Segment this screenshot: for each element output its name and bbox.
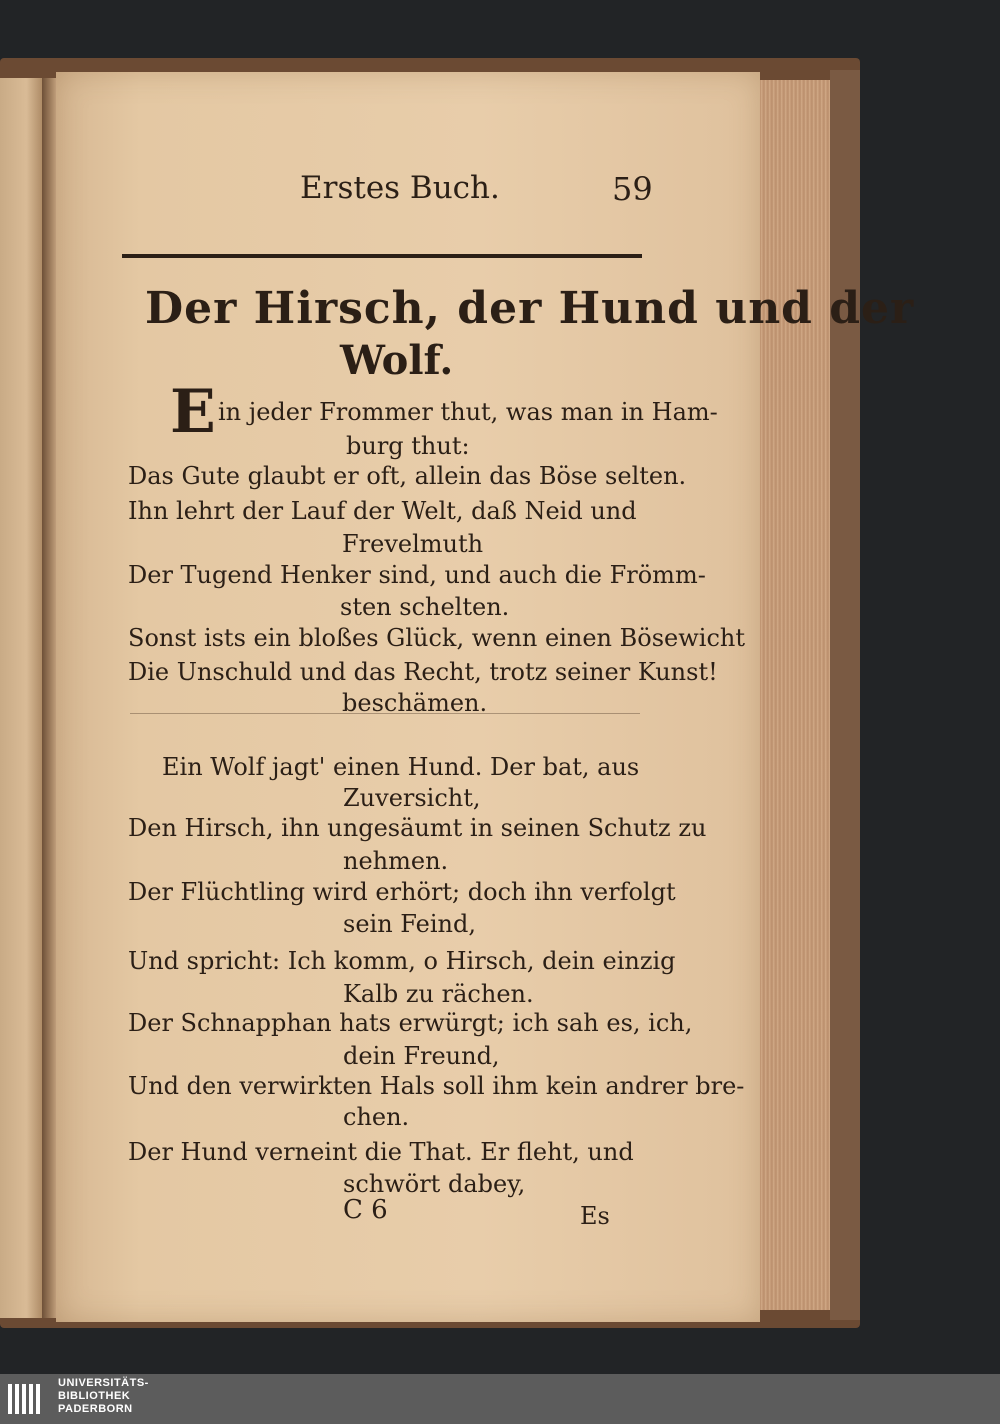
footer-line-1: UNIVERSITÄTS- xyxy=(58,1377,149,1389)
fable-line: dein Freund, xyxy=(343,1042,500,1070)
motto-line: beschämen. xyxy=(342,689,488,717)
fable-line: Ein Wolf jagt' einen Hund. Der bat, aus xyxy=(162,753,640,781)
motto-line: Sonst ists ein bloßes Glück, wenn einen Bösewicht xyxy=(128,624,745,652)
motto-line: Die Unschuld und das Recht, trotz seiner Kunst! xyxy=(128,658,718,686)
footer-line-3: PADERBORN xyxy=(58,1403,133,1415)
fable-line: sein Feind, xyxy=(343,910,476,938)
fable-line: schwört dabey, xyxy=(343,1170,526,1198)
section-divider xyxy=(130,713,640,714)
motto-line: burg thut: xyxy=(346,432,470,460)
library-logo-icon xyxy=(6,1378,46,1420)
page-number: 59 xyxy=(612,170,653,208)
left-page-edge xyxy=(0,78,44,1318)
motto-line: Ihn lehrt der Lauf der Welt, daß Neid und xyxy=(128,497,637,525)
fable-line: Der Flüchtling wird erhört; doch ihn verfolgt xyxy=(128,878,676,906)
footer-line-2: BIBLIOTHEK xyxy=(58,1390,131,1402)
motto-line: Das Gute glaubt er oft, allein das Böse selten. xyxy=(128,462,687,490)
fable-title-line-2: Wolf. xyxy=(340,337,454,384)
header-rule xyxy=(122,254,642,258)
fable-line: Und spricht: Ich komm, o Hirsch, dein einzig xyxy=(128,947,676,975)
motto-line: Frevelmuth xyxy=(342,530,484,558)
catchword: Es xyxy=(580,1202,610,1230)
fable-line: Und den verwirkten Hals soll ihm kein andrer bre- xyxy=(128,1072,745,1100)
fable-line: Den Hirsch, ihn ungesäumt in seinen Schutz zu xyxy=(128,814,707,842)
fable-line: Zuversicht, xyxy=(343,784,481,812)
library-footer xyxy=(0,1374,1000,1424)
drop-initial: E xyxy=(170,377,216,447)
fable-line: Der Schnapphan hats erwürgt; ich sah es, ich, xyxy=(128,1009,693,1037)
page-block-edge xyxy=(758,80,838,1310)
fable-line: Der Hund verneint die That. Er fleht, und xyxy=(128,1138,634,1166)
motto-line: Der Tugend Henker sind, und auch die Frömm- xyxy=(128,561,706,589)
running-head: Erstes Buch. xyxy=(300,170,500,206)
fable-line: chen. xyxy=(343,1103,410,1131)
motto-line: sten schelten. xyxy=(340,593,510,621)
fable-line: Kalb zu rächen. xyxy=(343,980,534,1008)
signature-mark: C 6 xyxy=(343,1195,388,1225)
cover-right-edge xyxy=(830,70,860,1320)
fable-line: nehmen. xyxy=(343,847,449,875)
fable-title-line-1: Der Hirsch, der Hund und der xyxy=(145,283,915,334)
motto-line: in jeder Frommer thut, was man in Ham- xyxy=(218,398,718,426)
